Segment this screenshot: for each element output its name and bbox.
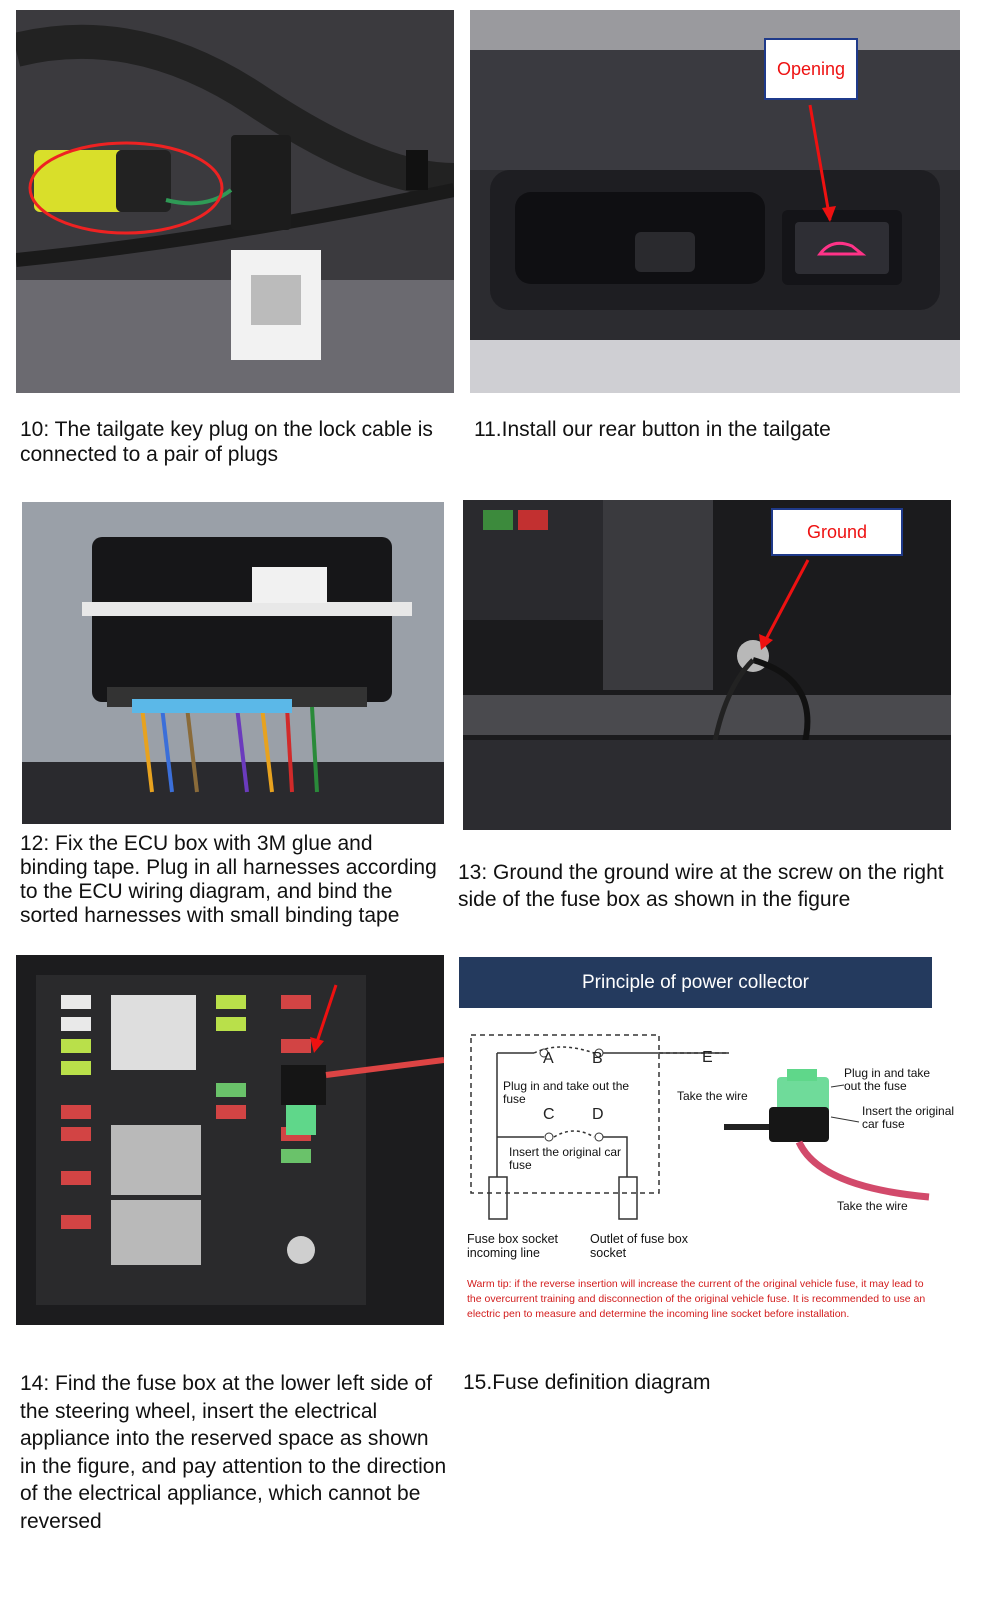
diagram-title: Principle of power collector — [581, 971, 810, 993]
step13-caption: 13: Ground the ground wire at the screw on the right side of the fuse box as shown in the figure — [458, 861, 944, 911]
photo-fuse-box — [16, 955, 444, 1325]
label-plug-take-right: Plug in and take out the fuse — [844, 1066, 931, 1093]
label-take-wire-bottom: Take the wire — [837, 1199, 908, 1213]
label-take-wire-top: Take the wire — [677, 1089, 748, 1103]
lock-cable-illustration — [16, 10, 454, 393]
diagram-label-b: B — [592, 1050, 603, 1067]
step10-caption: 10: The tailgate key plug on the lock cable is connected to a pair of plugs — [20, 418, 433, 466]
step12-caption: 12: Fix the ECU box with 3M glue and binding tape. Plug in all harnesses according to the ECU wiring diagram, and bind the sorted harnesses with small binding tape — [20, 832, 437, 927]
ecu-box-illustration — [22, 502, 444, 824]
diagram-label-e: E — [702, 1049, 713, 1066]
diagram-label-a: A — [543, 1050, 554, 1067]
step15-caption: 15.Fuse definition diagram — [463, 1371, 711, 1394]
label-insert-original-right: Insert the original car fuse — [862, 1104, 955, 1131]
photo-ground-screw — [463, 500, 951, 830]
opening-callout: Opening — [764, 38, 858, 100]
label-plug-take-left: Plug in and take out the fuse — [503, 1079, 630, 1106]
power-collector-diagram — [459, 957, 959, 1339]
step14-caption: 14: Find the fuse box at the lower left side of the steering wheel, insert the electrical appliance into the reserved space as shown in the figure, and pay attention to the direction of the electrical appliance, which cannot be reversed — [20, 1372, 447, 1533]
tailgate-illustration — [470, 10, 960, 393]
step11-caption: 11.Install our rear button in the tailgate — [474, 418, 831, 441]
label-socket-incoming: Fuse box socket incoming line — [467, 1232, 559, 1260]
label-socket-outlet: Outlet of fuse box socket — [590, 1232, 688, 1260]
diagram-label-d: D — [592, 1106, 604, 1123]
label-insert-original-left: Insert the original car fuse — [509, 1145, 622, 1172]
photo-ecu-box — [22, 502, 444, 824]
ground-callout: Ground — [771, 508, 903, 556]
photo-lock-cable-plug — [16, 10, 454, 393]
photo-tailgate-button — [470, 10, 960, 393]
fuse-box-illustration — [16, 955, 444, 1325]
diagram-label-c: C — [543, 1106, 555, 1123]
warm-tip: Warm tip: if the reverse insertion will increase the current of the original vehicle fuse, it may lead to the overcurrent training and disconnection of the original vehicle fuse. It is recommended to use an electric pen to measure and determine the incoming line socket before installation. — [467, 1278, 926, 1320]
